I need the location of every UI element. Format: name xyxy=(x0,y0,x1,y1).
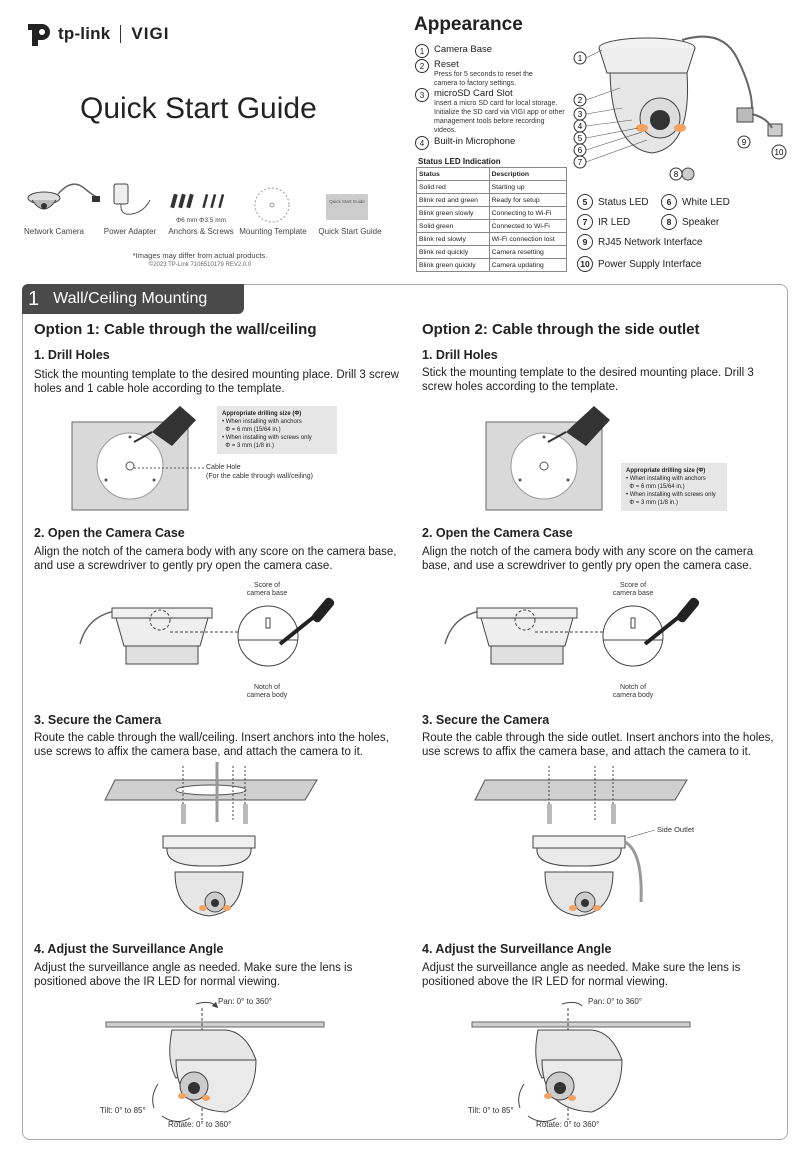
legend-label: IR LED xyxy=(598,216,631,228)
svg-text:1: 1 xyxy=(577,54,583,63)
legend-label: White LED xyxy=(682,196,730,208)
appearance-item-2 xyxy=(415,59,554,88)
images-note: *Images may differ from actual products. xyxy=(132,251,268,260)
option1-step2-text: Align the notch of the camera body with any score on the camera base, and use a screwdriver to gently pry open the camera case. xyxy=(34,546,397,572)
appearance-item-3 xyxy=(415,88,566,135)
led-table-title: Status LED Indication xyxy=(418,157,501,166)
item-desc: Press for 5 seconds to reset the camera to factory settings. xyxy=(434,71,533,87)
legend-label: RJ45 Network Interface xyxy=(598,236,703,248)
option1-drill-callout: Appropriate drilling size (Φ) • When installing with anchors Φ = 6 mm (15/64 in.) • When installing with screws only Φ = 3 mm (1/8 in.) xyxy=(217,406,337,454)
num-badge: 8 xyxy=(661,214,677,230)
option1-step3-title: 3. Secure the Camera xyxy=(34,713,162,727)
item-label: Reset xyxy=(434,59,459,70)
table-row: Solid green Connected to Wi-Fi xyxy=(417,220,567,233)
power-adapter-icon xyxy=(110,180,154,220)
option2-step1-title: 1. Drill Holes xyxy=(422,348,498,362)
brand-vigi: VIGI xyxy=(131,24,170,43)
network-camera-icon xyxy=(22,178,102,218)
led-status-table xyxy=(416,167,567,272)
svg-text:2: 2 xyxy=(577,96,583,105)
svg-text:8: 8 xyxy=(673,170,679,179)
table-row: Blink green quickly Camera updating xyxy=(417,259,567,272)
option2-pan-label: Pan: 0° to 360° xyxy=(588,997,642,1006)
svg-text:4: 4 xyxy=(577,122,583,131)
table-row: Blink red and green Ready for setup xyxy=(417,194,567,207)
svg-text:3: 3 xyxy=(577,110,583,119)
num-badge: 4 xyxy=(415,136,429,150)
legend-5 xyxy=(577,194,649,210)
package-label-template: Mounting Template xyxy=(239,227,307,236)
item-desc: Insert a micro SD card for local storage. Initialize the SD card via VIGI app or other management tools before recording videos. xyxy=(434,100,565,134)
option2-step2-text: Align the notch of the camera body with any score on the camera base, and use a screwdriver to gently pry open the camera case. xyxy=(422,546,754,572)
option1-step4-text: Adjust the surveillance angle as needed. Make sure the lens is positioned above the IR LED for normal viewing. xyxy=(34,962,353,988)
legend-10 xyxy=(577,256,701,272)
option1-title: Option 1: Cable through the wall/ceiling xyxy=(34,321,317,338)
option2-step4-title: 4. Adjust the Surveillance Angle xyxy=(422,942,612,956)
num-badge: 3 xyxy=(415,88,429,102)
legend-9 xyxy=(577,234,703,250)
option1-step3-text: Route the cable through the wall/ceiling. Insert anchors into the holes, use screws to affix the camera base, and attach the camera to it. xyxy=(34,732,389,758)
copyright: ©2023 TP-Link 7106510179 REV2.0.0 xyxy=(148,262,252,268)
table-row: Blink red quickly Camera resetting xyxy=(417,246,567,259)
num-badge: 7 xyxy=(577,214,593,230)
legend-7 xyxy=(577,214,630,230)
option2-rotate-label: Rotate: 0° to 360° xyxy=(536,1120,600,1129)
option1-step1-text: Stick the mounting template to the desired mounting place. Drill 3 screw holes and 1 cable hole according to the template. xyxy=(34,369,399,395)
table-row: Solid red Starting up xyxy=(417,181,567,194)
option1-rotate-label: Rotate: 0° to 360° xyxy=(168,1120,232,1129)
option2-tilt-label: Tilt: 0° to 85° xyxy=(468,1106,514,1115)
package-label-adapter: Power Adapter xyxy=(103,227,157,236)
option2-secure-diagram xyxy=(475,762,690,932)
option2-drill-callout: Appropriate drilling size (Φ) • When installing with anchors Φ = 6 mm (15/64 in.) • When installing with screws only Φ = 3 mm (1/8 in.) xyxy=(621,463,727,511)
brand-tp-link: tp-link xyxy=(58,24,111,43)
cable-hole-label: Cable Hole xyxy=(206,464,241,471)
legend-label: Status LED xyxy=(598,196,649,208)
legend-label: Power Supply Interface xyxy=(598,258,702,270)
led-header-desc: Description xyxy=(489,168,566,181)
package-sizes: Φ6 mm Φ3.5 mm xyxy=(175,217,227,224)
appearance-item-1 xyxy=(415,44,492,58)
section-header xyxy=(22,284,244,314)
num-badge: 2 xyxy=(415,59,429,73)
package-label-anchors: Anchors & Screws xyxy=(168,227,234,236)
option1-step1-title: 1. Drill Holes xyxy=(34,348,110,362)
option2-open-case-diagram xyxy=(440,596,720,686)
legend-6 xyxy=(661,194,730,210)
brand-logo xyxy=(24,20,169,48)
led-header-status: Status xyxy=(417,168,490,181)
option2-step2-title: 2. Open the Camera Case xyxy=(422,526,573,540)
appearance-item-4 xyxy=(415,136,515,150)
table-row: Blink green slowly Connecting to Wi-Fi xyxy=(417,207,567,220)
option1-notch-label: Notch of camera body xyxy=(246,684,288,699)
side-outlet-label: Side Outlet xyxy=(657,825,695,834)
item-label: Camera Base xyxy=(434,44,493,55)
option2-drill-diagram xyxy=(486,400,616,512)
svg-text:5: 5 xyxy=(577,134,583,143)
appearance-title: Appearance xyxy=(414,14,523,35)
option1-open-case-diagram xyxy=(80,596,350,686)
package-label-qsg: Quick Start Guide xyxy=(318,227,382,236)
num-badge: 1 xyxy=(415,44,429,58)
option1-pan-label: Pan: 0° to 360° xyxy=(218,997,272,1006)
num-badge: 5 xyxy=(577,194,593,210)
svg-text:7: 7 xyxy=(577,158,583,167)
num-badge: 9 xyxy=(577,234,593,250)
mounting-template-icon xyxy=(252,185,292,225)
option2-notch-label: Notch of camera body xyxy=(612,684,654,699)
svg-text:9: 9 xyxy=(741,138,747,147)
cable-hole-sub: (For the cable through wall/ceiling) xyxy=(206,473,313,480)
svg-text:6: 6 xyxy=(577,146,583,155)
svg-text:10: 10 xyxy=(774,148,784,157)
section-title: Wall/Ceiling Mounting xyxy=(53,290,208,307)
option1-score-label: Score of camera base xyxy=(246,582,288,597)
legend-label: Speaker xyxy=(682,216,720,228)
section-number: 1 xyxy=(28,287,40,310)
option1-tilt-label: Tilt: 0° to 85° xyxy=(100,1106,146,1115)
cable-hole-leader xyxy=(134,466,206,470)
option1-secure-diagram xyxy=(105,762,320,932)
brand-divider xyxy=(120,25,121,43)
item-label: Built-in Microphone xyxy=(434,136,516,147)
qsg-booklet-icon: Quick Start Guide xyxy=(326,194,368,220)
legend-8 xyxy=(661,214,719,230)
option2-step3-title: 3. Secure the Camera xyxy=(422,713,550,727)
option1-step4-title: 4. Adjust the Surveillance Angle xyxy=(34,942,224,956)
option2-step1-text: Stick the mounting template to the desired mounting place. Drill 3 screw holes according to the template. xyxy=(422,367,754,393)
option1-step2-title: 2. Open the Camera Case xyxy=(34,526,185,540)
option1-drill-diagram xyxy=(72,402,202,512)
package-label-camera: Network Camera xyxy=(23,227,84,236)
num-badge: 6 xyxy=(661,194,677,210)
page-title: Quick Start Guide xyxy=(80,92,317,125)
option2-score-label: Score of camera base xyxy=(612,582,654,597)
table-row: Blink red slowly Wi-Fi connection lost xyxy=(417,233,567,246)
camera-appearance-diagram xyxy=(572,28,790,188)
anchors-screws-icon xyxy=(170,192,232,212)
option2-title: Option 2: Cable through the side outlet xyxy=(422,321,700,338)
item-label: microSD Card Slot xyxy=(434,88,513,99)
option2-step3-text: Route the cable through the side outlet. Insert anchors into the holes, use screws to affix the camera base, and attach the camera to it. xyxy=(422,732,774,758)
option2-step4-text: Adjust the surveillance angle as needed. Make sure the lens is positioned above the IR LED for normal viewing. xyxy=(422,962,741,988)
num-badge: 10 xyxy=(577,256,593,272)
tp-link-logo-icon xyxy=(24,20,52,48)
